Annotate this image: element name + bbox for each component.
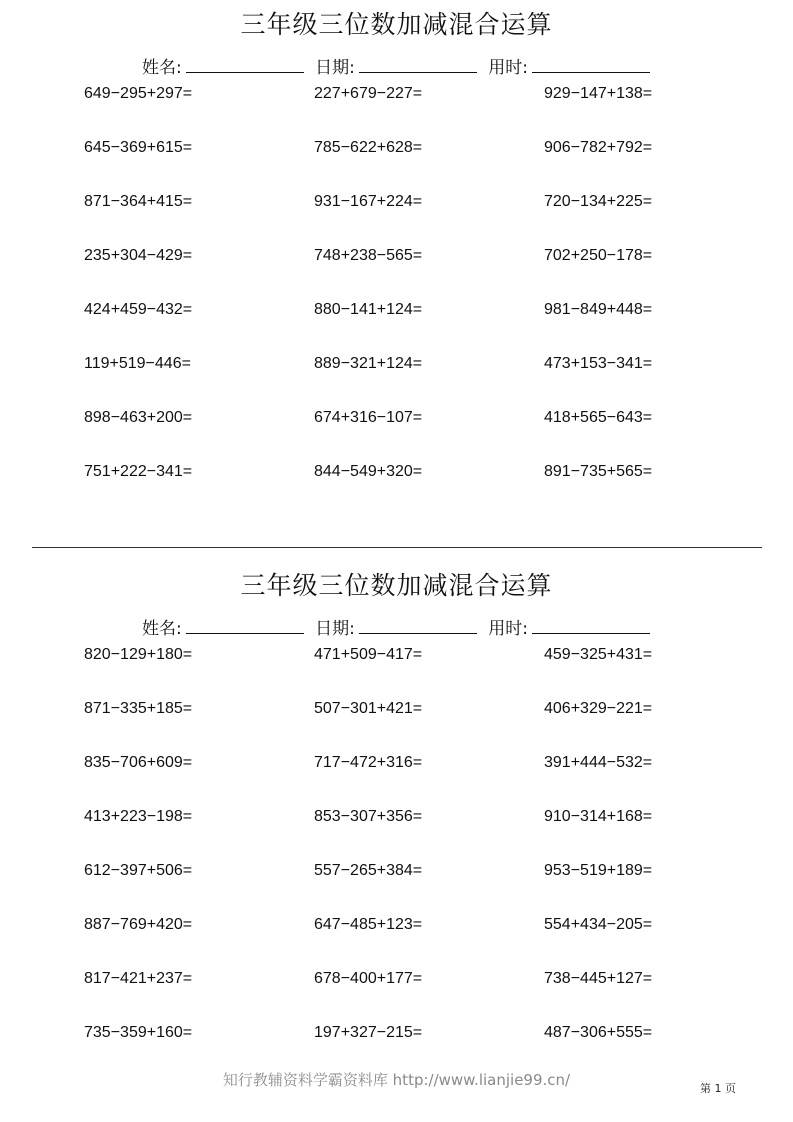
name-blank (186, 55, 304, 73)
time-blank (532, 616, 650, 634)
problem: 929−147+138= (544, 85, 653, 102)
problem: 817−421+237= (84, 970, 193, 987)
problem: 418+565−643= (544, 409, 653, 426)
page-number: 第 1 页 (700, 1082, 736, 1095)
problem: 391+444−532= (544, 754, 653, 771)
problem: 931−167+224= (314, 193, 423, 210)
problem: 853−307+356= (314, 808, 423, 825)
problem: 898−463+200= (84, 409, 193, 426)
problem: 889−321+124= (314, 355, 423, 372)
worksheet-title: 三年级三位数加减混合运算 (240, 10, 553, 39)
problem: 751+222−341= (84, 463, 193, 480)
section-divider (32, 547, 762, 548)
time-label: 用时: (488, 58, 529, 78)
name-label: 姓名: (142, 58, 182, 78)
problem: 880−141+124= (314, 301, 423, 318)
date-label: 日期: (315, 619, 355, 639)
problem: 702+250−178= (544, 247, 653, 264)
problem: 717−472+316= (314, 754, 423, 771)
problem: 738−445+127= (544, 970, 653, 987)
problem: 645−369+615= (84, 139, 193, 156)
problem: 887−769+420= (84, 916, 193, 933)
problem: 612−397+506= (84, 862, 193, 879)
problem: 459−325+431= (544, 646, 653, 663)
problem: 748+238−565= (314, 247, 423, 264)
problem: 674+316−107= (314, 409, 423, 426)
problem: 735−359+160= (84, 1024, 193, 1041)
problem: 507−301+421= (314, 700, 423, 717)
problem: 720−134+225= (544, 193, 653, 210)
problem: 119+519−446= (84, 355, 191, 372)
date-blank (359, 616, 477, 634)
problem: 871−364+415= (84, 193, 193, 210)
footer-link[interactable]: 知行教辅资料学霸资料库 http://www.lianjie99.cn/ (222, 1071, 571, 1089)
time-label: 用时: (488, 619, 529, 639)
problem: 413+223−198= (84, 808, 193, 825)
problem: 197+327−215= (314, 1024, 423, 1041)
problem: 871−335+185= (84, 700, 193, 717)
student-info-row (142, 55, 656, 80)
student-info-row (142, 616, 656, 641)
problem: 227+679−227= (314, 85, 423, 102)
problem: 406+329−221= (544, 700, 653, 717)
problem: 554+434−205= (544, 916, 653, 933)
date-blank (359, 55, 477, 73)
problem: 981−849+448= (544, 301, 653, 318)
problem: 235+304−429= (84, 247, 193, 264)
problem: 487−306+555= (544, 1024, 653, 1041)
problem: 891−735+565= (544, 463, 653, 480)
problem: 557−265+384= (314, 862, 423, 879)
problem: 910−314+168= (544, 808, 653, 825)
problem: 649−295+297= (84, 85, 193, 102)
time-blank (532, 55, 650, 73)
problem: 785−622+628= (314, 139, 423, 156)
name-blank (186, 616, 304, 634)
problem: 678−400+177= (314, 970, 423, 987)
problem: 835−706+609= (84, 754, 193, 771)
problem: 953−519+189= (544, 862, 653, 879)
problem: 820−129+180= (84, 646, 193, 663)
problem: 471+509−417= (314, 646, 423, 663)
problem: 906−782+792= (544, 139, 653, 156)
problem: 647−485+123= (314, 916, 423, 933)
problem: 424+459−432= (84, 301, 193, 318)
date-label: 日期: (315, 58, 355, 78)
problem: 473+153−341= (544, 355, 653, 372)
worksheet-title: 三年级三位数加减混合运算 (240, 571, 553, 600)
problem: 844−549+320= (314, 463, 423, 480)
name-label: 姓名: (142, 619, 182, 639)
